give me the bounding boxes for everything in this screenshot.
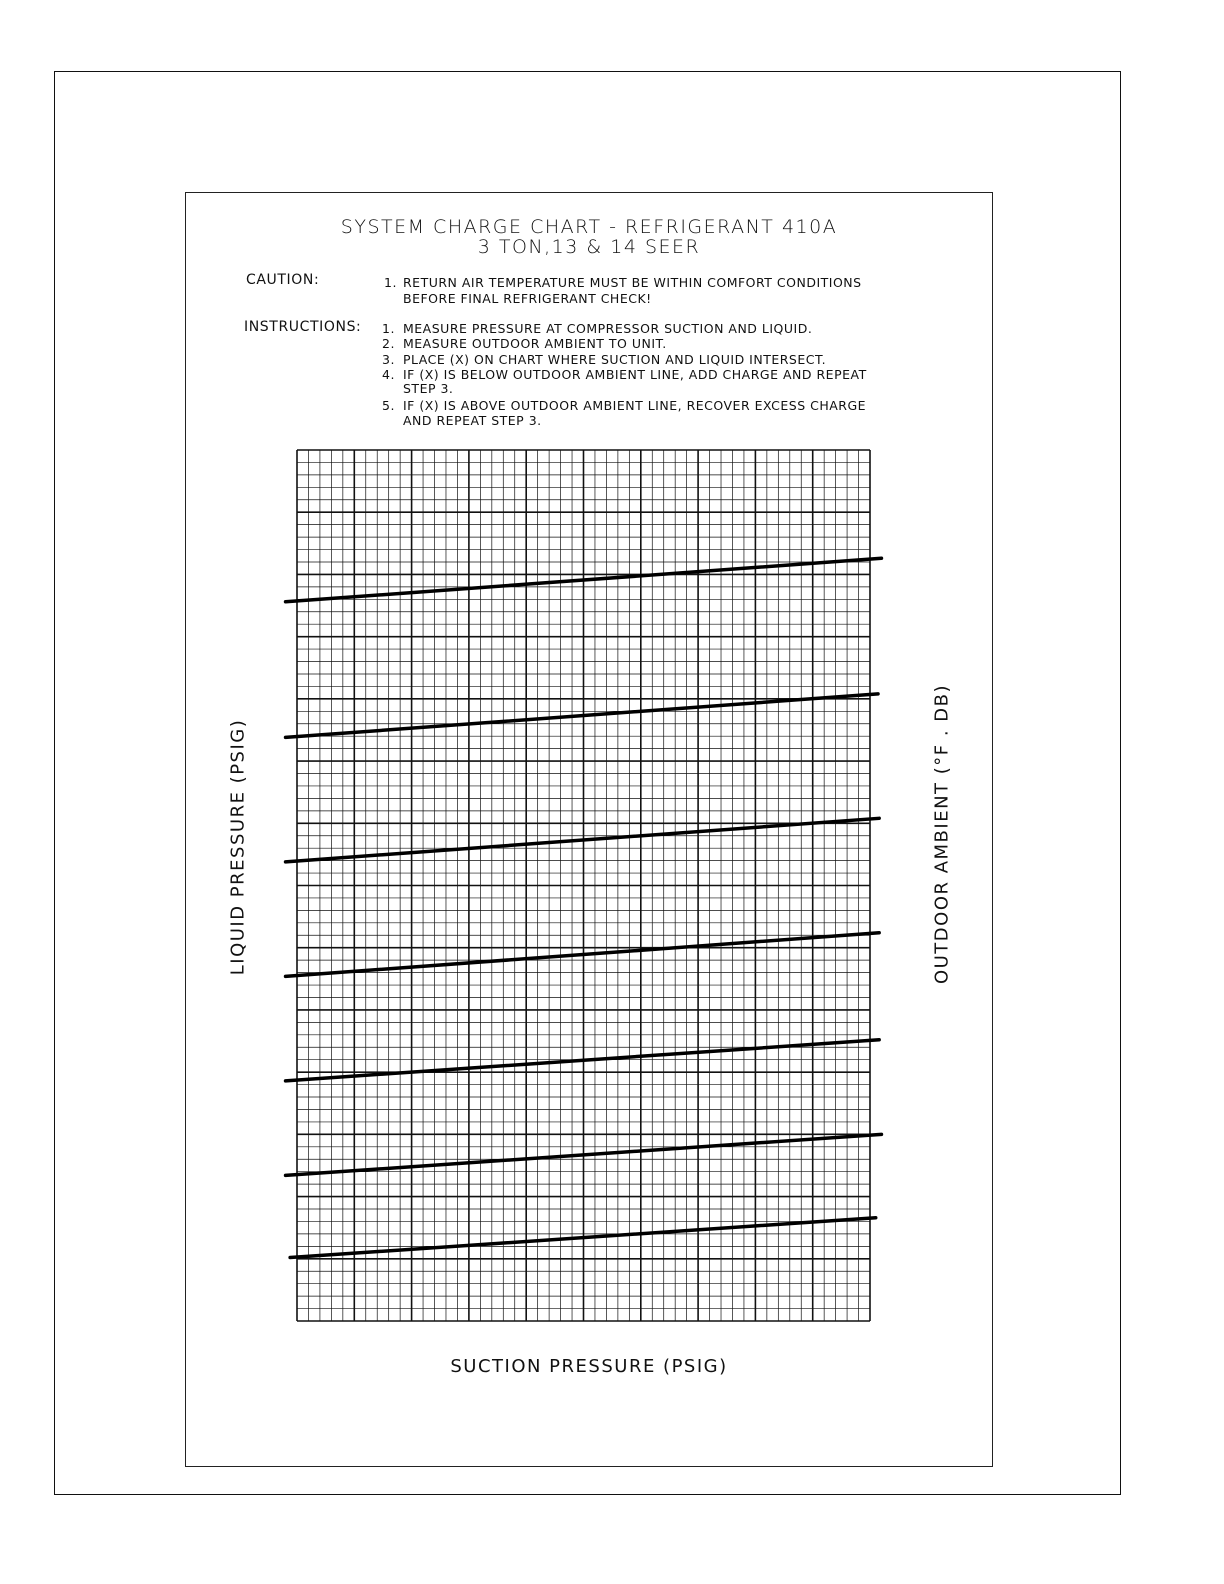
instruction-line: MEASURE PRESSURE AT COMPRESSOR SUCTION AND LIQUID. [403,321,813,336]
caution-line: BEFORE FINAL REFRIGERANT CHECK! [403,291,652,306]
instruction-line: IF (X) IS BELOW OUTDOOR AMBIENT LINE, ADD CHARGE AND REPEAT [403,367,867,382]
caution-line: RETURN AIR TEMPERATURE MUST BE WITHIN COMFORT CONDITIONS [403,275,862,290]
caution-label: CAUTION: [246,272,320,288]
instruction-line: IF (X) IS ABOVE OUTDOOR AMBIENT LINE, RECOVER EXCESS CHARGE [403,398,867,413]
outdoor-ambient-line [286,694,878,738]
instruction-line: MEASURE OUTDOOR AMBIENT TO UNIT. [403,336,667,351]
chart-title: SYSTEM CHARGE CHART - REFRIGERANT 410A [340,216,838,238]
caution-number: 1. [384,275,397,290]
instruction-number: 5. [382,398,395,413]
y-axis-label: LIQUID PRESSURE (PSIG) [227,718,249,976]
chart-subtitle: 3 TON,13 & 14 SEER [477,236,701,258]
x-axis-label: SUCTION PRESSURE (PSIG) [450,1356,728,1377]
instruction-number: 2. [382,336,395,351]
instruction-number: 1. [382,321,395,336]
y-axis-label-right: OUTDOOR AMBIENT (°F . DB) [931,683,953,985]
instruction-number: 3. [382,352,395,367]
instructions-label: INSTRUCTIONS: [244,319,362,335]
instruction-line: STEP 3. [403,381,454,396]
instruction-number: 4. [382,367,395,382]
instruction-line: PLACE (X) ON CHART WHERE SUCTION AND LIQUID INTERSECT. [403,352,827,367]
instruction-line: AND REPEAT STEP 3. [403,413,542,428]
